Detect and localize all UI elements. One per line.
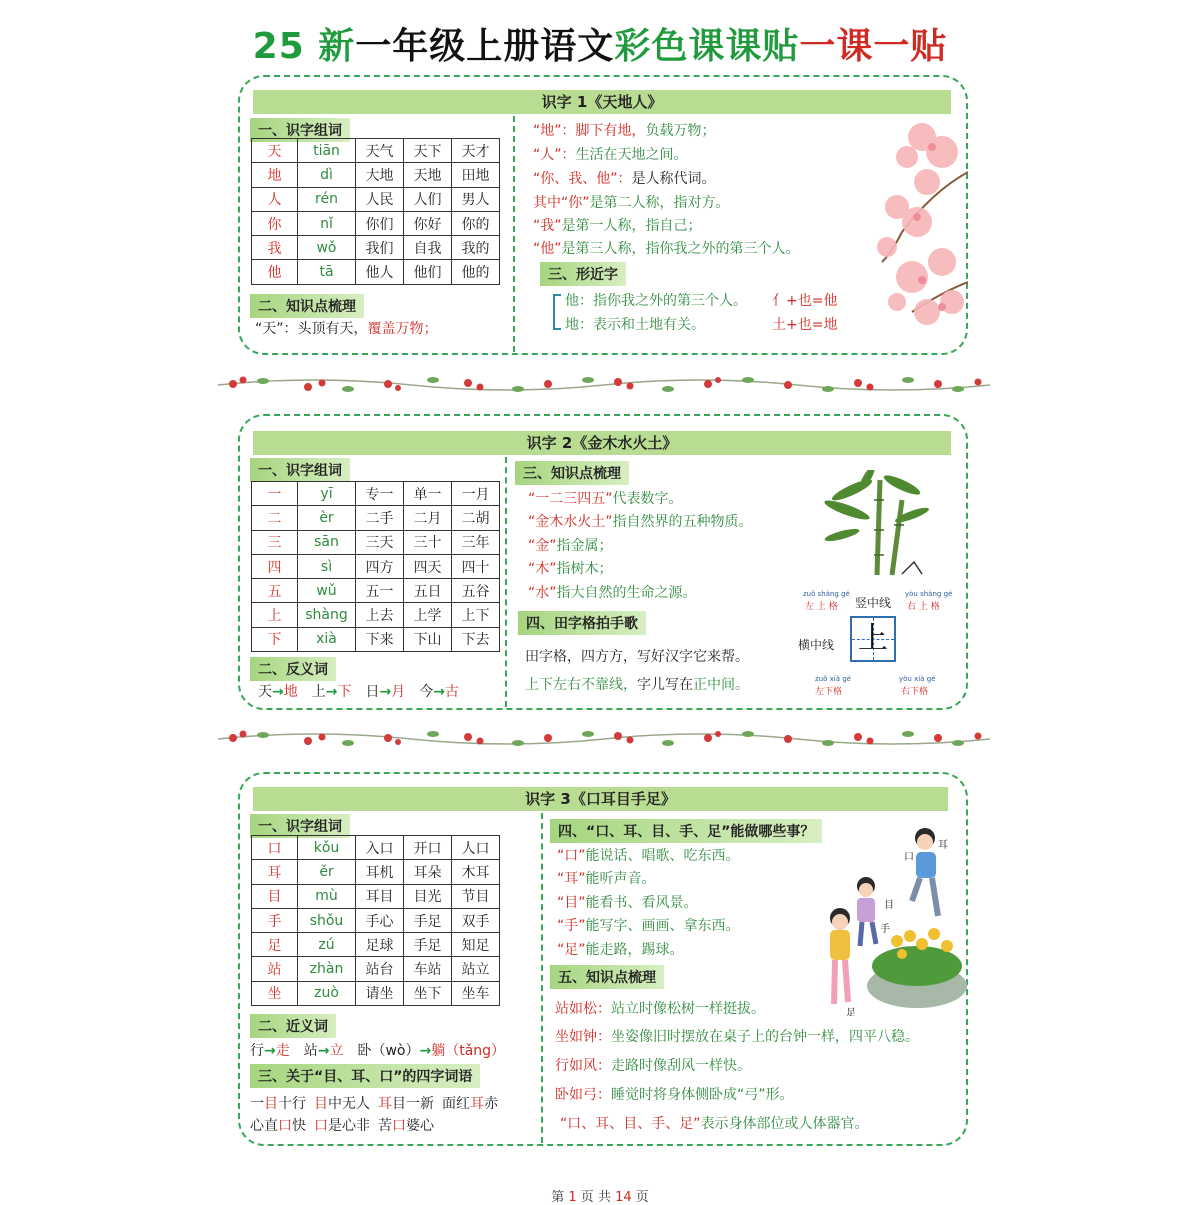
idiom: 心直口快 <box>250 1118 306 1134</box>
table-cell-word: 他们 <box>404 260 452 284</box>
table-cell-word: 我们 <box>356 236 404 260</box>
l2-section-1: 一、识字组词 <box>250 458 350 482</box>
table-row <box>252 836 500 860</box>
table-cell-word: 你们 <box>356 211 404 235</box>
table-row <box>252 530 500 554</box>
table-cell-word: 二月 <box>404 506 452 530</box>
table-row <box>252 884 500 908</box>
table-cell-word: 耳机 <box>356 860 404 884</box>
table-cell-char: 三 <box>252 530 298 554</box>
l2-word-table <box>251 481 500 652</box>
table-cell-pinyin: nǐ <box>298 211 356 235</box>
table-cell-pinyin: sì <box>298 554 356 578</box>
table-cell-char: 我 <box>252 236 298 260</box>
kid-label-foot: 足 <box>846 1008 856 1016</box>
table-row <box>252 579 500 603</box>
l1-section-3: 三、形近字 <box>540 262 626 286</box>
table-cell-pinyin: dì <box>298 163 356 187</box>
table-cell-word: 上去 <box>356 603 404 627</box>
table-cell-word: 五谷 <box>452 579 500 603</box>
tzg-bl-pinyin: zuǒ xià gé <box>815 675 851 683</box>
table-row <box>252 482 500 506</box>
table-cell-word: 耳目 <box>356 884 404 908</box>
lesson-2-title: 识字 2《金木水火土》 <box>253 431 951 455</box>
l3-do-2: “耳”能听声音。 <box>557 871 656 887</box>
l3-idioms-1 <box>250 1093 506 1113</box>
table-row <box>252 236 500 260</box>
word-pair: 卧（wò）→躺（tǎng） <box>357 1043 506 1059</box>
table-cell-char: 二 <box>252 506 298 530</box>
table-cell-pinyin: shǒu <box>298 908 356 932</box>
idiom: 目中无人 <box>314 1096 370 1112</box>
table-cell-word: 专一 <box>356 482 404 506</box>
table-cell-word: 手心 <box>356 908 404 932</box>
idiom: 面红耳赤 <box>442 1096 498 1112</box>
table-cell-pinyin: zú <box>298 933 356 957</box>
table-cell-char: 站 <box>252 957 298 981</box>
word-pair: 日→月 <box>365 684 406 700</box>
table-cell-char: 你 <box>252 211 298 235</box>
tzg-br-pinyin: yòu xià gé <box>899 675 936 683</box>
l3-do-5: “足”能走路，踢球。 <box>557 942 684 958</box>
page-footer: 第 1 页 共 14 页 <box>551 1190 649 1205</box>
table-cell-char: 五 <box>252 579 298 603</box>
lesson-3-divider <box>541 813 543 1143</box>
arrow-icon: → <box>419 1043 432 1059</box>
garland-divider-1 <box>218 371 990 397</box>
bamboo-illustration <box>822 470 930 580</box>
table-cell-word: 三年 <box>452 530 500 554</box>
tzg-box <box>850 616 896 662</box>
l1-similar-2-formula: 土+也=地 <box>772 317 838 333</box>
table-row <box>252 260 500 284</box>
table-cell-word: 大地 <box>356 163 404 187</box>
table-cell-pinyin: èr <box>298 506 356 530</box>
table-cell-word: 手足 <box>404 933 452 957</box>
table-cell-word: 天地 <box>404 163 452 187</box>
kid-label-eye: 目 <box>884 900 894 911</box>
children-illustration <box>822 826 968 1016</box>
table-cell-word: 站立 <box>452 957 500 981</box>
l3-point-5: “口、耳、目、手、足”表示身体部位或人体器官。 <box>560 1116 869 1132</box>
table-cell-word: 自我 <box>404 236 452 260</box>
l3-synonyms <box>250 1040 519 1060</box>
table-cell-word: 田地 <box>452 163 500 187</box>
word-pair: 站→立 <box>303 1043 344 1059</box>
word-pair: 行→走 <box>250 1043 290 1059</box>
table-cell-word: 男人 <box>452 187 500 211</box>
l1-bracket <box>553 294 561 330</box>
table-cell-word: 三天 <box>356 530 404 554</box>
table-cell-word: 节目 <box>452 884 500 908</box>
tianzige-diagram <box>795 590 953 698</box>
table-cell-char: 手 <box>252 908 298 932</box>
table-cell-word: 四十 <box>452 554 500 578</box>
tzg-br-label: 右下格 <box>901 687 929 697</box>
table-row <box>252 554 500 578</box>
arrow-icon: → <box>379 684 392 700</box>
l3-section-3: 三、关于“目、耳、口”的四字词语 <box>250 1064 480 1088</box>
l1-right-6: “他”是第三人称，指你我之外的第三个人。 <box>533 241 800 257</box>
tzg-char: 上 <box>858 621 888 656</box>
tzg-tl-pinyin: zuǒ shàng gé <box>803 590 850 598</box>
l2-knowledge-3: “金”指金属； <box>528 538 613 554</box>
page-title: 25 新一年级上册语文彩色课课贴一课一贴 <box>252 26 948 67</box>
table-cell-word: 站台 <box>356 957 404 981</box>
table-row <box>252 603 500 627</box>
table-cell-char: 下 <box>252 627 298 651</box>
table-cell-word: 下去 <box>452 627 500 651</box>
word-pair: 天→地 <box>258 684 298 700</box>
table-cell-word: 天才 <box>452 139 500 163</box>
table-cell-char: 耳 <box>252 860 298 884</box>
l1-similar-2: 地：表示和土地有关。 <box>565 317 705 333</box>
tzg-vertical-label: 竖中线 <box>855 596 892 610</box>
l2-antonyms <box>258 681 473 701</box>
table-cell-word: 一月 <box>452 482 500 506</box>
table-cell-word: 下来 <box>356 627 404 651</box>
arrow-icon: → <box>433 684 445 700</box>
lesson-3-title: 识字 3《口耳目手足》 <box>253 787 948 811</box>
l1-right-3: “你、我、他”：是人称代词。 <box>533 171 716 187</box>
l1-section-2: 二、知识点梳理 <box>250 294 364 318</box>
table-cell-char: 四 <box>252 554 298 578</box>
table-cell-pinyin: tā <box>298 260 356 284</box>
table-cell-word: 你的 <box>452 211 500 235</box>
table-cell-word: 你好 <box>404 211 452 235</box>
table-cell-pinyin: wǔ <box>298 579 356 603</box>
idiom: 口是心非 <box>314 1118 370 1134</box>
table-row <box>252 981 500 1005</box>
table-row <box>252 163 500 187</box>
table-cell-word: 二胡 <box>452 506 500 530</box>
table-cell-pinyin: sān <box>298 530 356 554</box>
table-cell-pinyin: ěr <box>298 860 356 884</box>
table-cell-pinyin: rén <box>298 187 356 211</box>
table-cell-word: 耳朵 <box>404 860 452 884</box>
l2-section-2: 二、反义词 <box>250 657 336 681</box>
table-cell-word: 五日 <box>404 579 452 603</box>
l3-point-3: 行如风：走路时像刮风一样快。 <box>555 1058 751 1074</box>
table-cell-word: 坐下 <box>404 981 452 1005</box>
l3-section-2: 二、近义词 <box>250 1014 336 1038</box>
l3-do-1: “口”能说话、唱歌、吃东西。 <box>557 848 740 864</box>
l3-point-2: 坐如钟：坐姿像旧时摆放在桌子上的台钟一样，四平八稳。 <box>555 1029 919 1045</box>
table-cell-word: 人们 <box>404 187 452 211</box>
l1-similar-1-formula: 亻+也=他 <box>772 293 838 309</box>
table-cell-char: 口 <box>252 836 298 860</box>
l3-point-4: 卧如弓：睡觉时将身体侧卧成“弓”形。 <box>555 1087 794 1103</box>
l2-knowledge-4: “木”指树木； <box>528 561 613 577</box>
table-cell-char: 天 <box>252 139 298 163</box>
table-cell-char: 坐 <box>252 981 298 1005</box>
tzg-tr-pinyin: yòu shàng gé <box>905 590 953 598</box>
l2-section-4: 四、田字格拍手歌 <box>518 611 646 635</box>
table-cell-pinyin: xià <box>298 627 356 651</box>
lesson-2-divider <box>505 457 507 707</box>
l3-section-5: 五、知识点梳理 <box>550 965 664 989</box>
table-cell-pinyin: zhàn <box>298 957 356 981</box>
lesson-1-title: 识字 1《天地人》 <box>253 90 951 114</box>
table-cell-word: 人民 <box>356 187 404 211</box>
kid-label-ear: 耳 <box>938 840 948 851</box>
table-cell-char: 人 <box>252 187 298 211</box>
table-cell-word: 车站 <box>404 957 452 981</box>
table-cell-word: 坐车 <box>452 981 500 1005</box>
table-cell-word: 手足 <box>404 908 452 932</box>
l2-song-2: 上下左右不靠线，字儿写在正中间。 <box>525 677 749 693</box>
table-cell-word: 四方 <box>356 554 404 578</box>
table-row <box>252 506 500 530</box>
l1-right-2: “人”：生活在天地之间。 <box>533 147 688 163</box>
table-row <box>252 211 500 235</box>
kid-label-hand: 手 <box>880 924 890 935</box>
table-cell-word: 上学 <box>404 603 452 627</box>
l3-section-4: 四、“口、耳、目、手、足”能做哪些事？ <box>550 819 822 843</box>
tzg-horizontal-label: 横中线 <box>798 638 835 652</box>
idiom: 一目十行 <box>250 1096 306 1112</box>
table-cell-word: 我的 <box>452 236 500 260</box>
table-row <box>252 860 500 884</box>
table-cell-char: 一 <box>252 482 298 506</box>
l1-word-table <box>251 138 500 285</box>
tzg-tl-label: 左 上 格 <box>805 602 838 612</box>
table-cell-word: 目光 <box>404 884 452 908</box>
table-cell-word: 他的 <box>452 260 500 284</box>
table-cell-word: 二手 <box>356 506 404 530</box>
table-row <box>252 957 500 981</box>
l3-do-3: “目”能看书、看风景。 <box>557 895 698 911</box>
l2-knowledge-1: “一二三四五”代表数字。 <box>528 491 683 507</box>
l3-point-1: 站如松：站立时像松树一样挺拔。 <box>555 1001 765 1017</box>
word-pair: 上→下 <box>311 684 352 700</box>
table-cell-pinyin: zuò <box>298 981 356 1005</box>
table-cell-word: 知足 <box>452 933 500 957</box>
l1-similar-1: 他：指你我之外的第三个人。 <box>565 293 747 309</box>
table-cell-char: 足 <box>252 933 298 957</box>
table-cell-pinyin: shàng <box>298 603 356 627</box>
l1-right-5: “我”是第一人称，指自己； <box>533 218 702 234</box>
table-cell-word: 单一 <box>404 482 452 506</box>
table-cell-pinyin: mù <box>298 884 356 908</box>
table-row <box>252 139 500 163</box>
kid-label-mouth: 口 <box>904 852 914 863</box>
idiom: 耳目一新 <box>378 1096 434 1112</box>
table-cell-word: 足球 <box>356 933 404 957</box>
word-pair: 今→古 <box>419 684 459 700</box>
arrow-icon: → <box>325 684 338 700</box>
l3-do-4: “手”能写字、画画、拿东西。 <box>557 918 740 934</box>
arrow-icon: → <box>264 1043 276 1059</box>
l3-section-1: 一、识字组词 <box>250 814 350 838</box>
arrow-icon: → <box>272 684 284 700</box>
tzg-tr-label: 右 上 格 <box>907 602 940 612</box>
idiom: 苦口婆心 <box>378 1118 434 1134</box>
table-cell-word: 下山 <box>404 627 452 651</box>
l2-knowledge-5: “水”指大自然的生命之源。 <box>528 585 697 601</box>
l1-note-1: “天”：头顶有天，覆盖万物； <box>255 321 438 337</box>
table-row <box>252 908 500 932</box>
table-cell-word: 开口 <box>404 836 452 860</box>
table-row <box>252 187 500 211</box>
lesson-1-divider <box>513 116 515 352</box>
table-cell-pinyin: yī <box>298 482 356 506</box>
l2-knowledge-2: “金木水火土”指自然界的五种物质。 <box>528 514 753 530</box>
table-cell-word: 五一 <box>356 579 404 603</box>
table-cell-pinyin: kǒu <box>298 836 356 860</box>
table-row <box>252 933 500 957</box>
l2-section-3: 三、知识点梳理 <box>515 461 629 485</box>
table-cell-word: 四天 <box>404 554 452 578</box>
table-cell-char: 上 <box>252 603 298 627</box>
table-cell-word: 入口 <box>356 836 404 860</box>
tzg-bl-label: 左下格 <box>815 687 843 697</box>
table-cell-char: 目 <box>252 884 298 908</box>
table-cell-word: 天下 <box>404 139 452 163</box>
table-cell-pinyin: wǒ <box>298 236 356 260</box>
table-cell-word: 人口 <box>452 836 500 860</box>
table-cell-pinyin: tiān <box>298 139 356 163</box>
table-cell-char: 地 <box>252 163 298 187</box>
l3-idioms-2 <box>250 1115 442 1135</box>
table-cell-char: 他 <box>252 260 298 284</box>
table-cell-word: 上下 <box>452 603 500 627</box>
table-row <box>252 627 500 651</box>
l1-right-4: 其中“你”是第二人称，指对方。 <box>533 195 730 211</box>
table-cell-word: 三十 <box>404 530 452 554</box>
l1-section-1: 一、识字组词 <box>250 118 350 142</box>
l1-right-1: “地”：脚下有地，负载万物； <box>533 123 716 139</box>
arrow-icon: → <box>317 1043 330 1059</box>
table-cell-word: 他人 <box>356 260 404 284</box>
l3-word-table <box>251 835 500 1006</box>
table-cell-word: 请坐 <box>356 981 404 1005</box>
table-cell-word: 双手 <box>452 908 500 932</box>
blossom-illustration <box>872 112 968 337</box>
table-cell-word: 天气 <box>356 139 404 163</box>
table-cell-word: 木耳 <box>452 860 500 884</box>
l2-song-1: 田字格，四方方，写好汉字它来帮。 <box>525 649 749 665</box>
garland-divider-2 <box>218 725 990 751</box>
